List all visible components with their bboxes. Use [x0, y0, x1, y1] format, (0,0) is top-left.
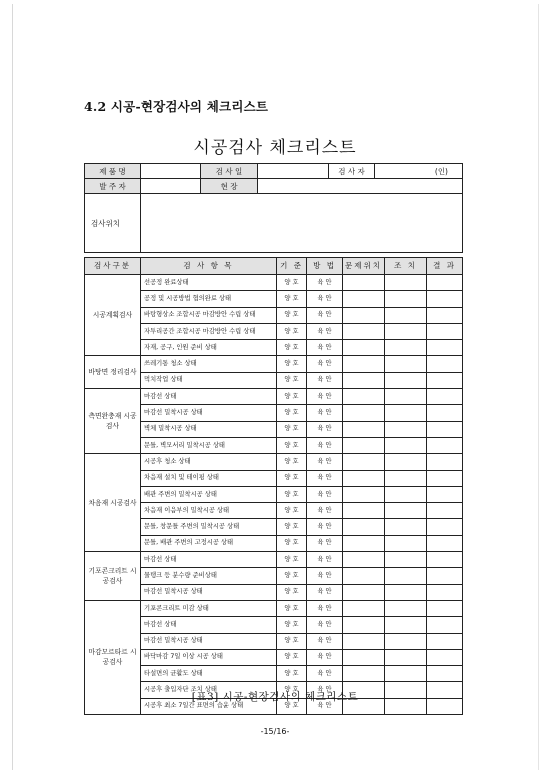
- problem-location-cell[interactable]: [343, 486, 385, 502]
- inspection-item: 차음재 설치 및 테이핑 상태: [141, 470, 277, 486]
- result-cell[interactable]: [427, 503, 463, 519]
- action-cell[interactable]: [385, 568, 427, 584]
- method-cell: 육 안: [307, 291, 343, 307]
- standard-cell: 양 호: [277, 682, 307, 698]
- result-cell[interactable]: [427, 633, 463, 649]
- standard-cell: 양 호: [277, 470, 307, 486]
- method-cell: 육 안: [307, 552, 343, 568]
- result-cell[interactable]: [427, 519, 463, 535]
- checklist-row: [85, 307, 463, 323]
- standard-cell: 양 호: [277, 666, 307, 682]
- standard-cell: 양 호: [277, 340, 307, 356]
- problem-location-cell[interactable]: [343, 600, 385, 616]
- inspection-item: 물탱크 등 분수량 준비상태: [141, 568, 277, 584]
- inspection-location-label: 검사위치: [85, 194, 141, 253]
- result-cell[interactable]: [427, 486, 463, 502]
- result-cell[interactable]: [427, 437, 463, 453]
- method-cell: 육 안: [307, 503, 343, 519]
- document-title: 시공검사 체크리스트: [193, 138, 357, 158]
- result-cell[interactable]: [427, 617, 463, 633]
- method-cell: 육 안: [307, 617, 343, 633]
- method-cell: 육 안: [307, 372, 343, 388]
- method-cell: 육 안: [307, 389, 343, 405]
- problem-location-cell[interactable]: [343, 649, 385, 665]
- inspection-item: 자재, 공구, 인원 준비 상태: [141, 340, 277, 356]
- problem-location-cell[interactable]: [343, 584, 385, 600]
- checklist-row: [85, 275, 463, 291]
- action-cell[interactable]: [385, 633, 427, 649]
- result-cell[interactable]: [427, 323, 463, 339]
- inspection-item: 벽체 밀착시공 상태: [141, 421, 277, 437]
- checklist-row: [85, 454, 463, 470]
- result-cell[interactable]: [427, 649, 463, 665]
- standard-cell: 양 호: [277, 454, 307, 470]
- inspection-item: 공정 및 시공방법 협의완료 상태: [141, 291, 277, 307]
- checklist-row: [85, 291, 463, 307]
- inspection-date-label: 검 사 일: [201, 164, 258, 179]
- checklist-row: [85, 323, 463, 339]
- checklist-row: [85, 356, 463, 372]
- inspection-category: 기포콘크리트 시공검사: [85, 552, 141, 601]
- action-cell[interactable]: [385, 454, 427, 470]
- method-cell: 육 안: [307, 405, 343, 421]
- method-cell: 육 안: [307, 454, 343, 470]
- inspection-item: 바닥마감 7일 이상 시공 상태: [141, 649, 277, 665]
- checklist-table: [84, 257, 463, 715]
- method-cell: 육 안: [307, 633, 343, 649]
- action-cell[interactable]: [385, 519, 427, 535]
- standard-cell: 양 호: [277, 291, 307, 307]
- problem-location-cell[interactable]: [343, 275, 385, 291]
- problem-location-cell[interactable]: [343, 437, 385, 453]
- standard-cell: 양 호: [277, 552, 307, 568]
- page-number: -15/16-: [260, 727, 290, 736]
- standard-cell: 양 호: [277, 649, 307, 665]
- method-cell: 육 안: [307, 584, 343, 600]
- problem-location-cell[interactable]: [343, 307, 385, 323]
- problem-location-cell[interactable]: [343, 323, 385, 339]
- column-header: 방 법: [307, 258, 343, 275]
- inspection-category: 측면완충재 시공검사: [85, 389, 141, 454]
- inspection-item: 마감선 밀착시공 상태: [141, 584, 277, 600]
- checklist-row: [85, 372, 463, 388]
- checklist-row: [85, 340, 463, 356]
- problem-location-cell[interactable]: [343, 519, 385, 535]
- inspection-item: 마감선 상태: [141, 552, 277, 568]
- checklist-row: [85, 649, 463, 665]
- standard-cell: 양 호: [277, 633, 307, 649]
- result-cell[interactable]: [427, 535, 463, 551]
- method-cell: 육 안: [307, 649, 343, 665]
- action-cell[interactable]: [385, 356, 427, 372]
- inspection-item: 기포콘크리트 미감 상태: [141, 600, 277, 616]
- result-cell[interactable]: [427, 470, 463, 486]
- checklist-row: [85, 389, 463, 405]
- checklist-row: [85, 617, 463, 633]
- standard-cell: 양 호: [277, 535, 307, 551]
- problem-location-cell[interactable]: [343, 372, 385, 388]
- standard-cell: 양 호: [277, 503, 307, 519]
- problem-location-cell[interactable]: [343, 535, 385, 551]
- product-name-label: 제 품 명: [85, 164, 141, 179]
- inspection-item: 문틀, 벽모서리 밀착시공 상태: [141, 437, 277, 453]
- action-cell[interactable]: [385, 372, 427, 388]
- inspection-category: 마감모르타르 시공검사: [85, 600, 141, 714]
- result-cell[interactable]: [427, 307, 463, 323]
- product-name-value[interactable]: [141, 164, 201, 179]
- inspection-item: 타설면의 균활도 상태: [141, 666, 277, 682]
- action-cell[interactable]: [385, 307, 427, 323]
- inspection-item: 시공후 출입자단 조치 상태: [141, 682, 277, 698]
- inspector-label: 검 사 자: [329, 164, 375, 179]
- result-cell[interactable]: [427, 340, 463, 356]
- standard-cell: 양 호: [277, 617, 307, 633]
- inspection-item: 문틀, 배관 주변의 고정시공 상태: [141, 535, 277, 551]
- method-cell: 육 안: [307, 486, 343, 502]
- action-cell[interactable]: [385, 666, 427, 682]
- checklist-row: [85, 600, 463, 616]
- action-cell[interactable]: [385, 421, 427, 437]
- column-header: 조 치: [385, 258, 427, 275]
- result-cell[interactable]: [427, 568, 463, 584]
- action-cell[interactable]: [385, 323, 427, 339]
- problem-location-cell[interactable]: [343, 291, 385, 307]
- action-cell[interactable]: [385, 600, 427, 616]
- inspection-item: 차음재 이음부의 밀착시공 상태: [141, 503, 277, 519]
- standard-cell: 양 호: [277, 323, 307, 339]
- column-header: 기 준: [277, 258, 307, 275]
- standard-cell: 양 호: [277, 486, 307, 502]
- method-cell: 육 안: [307, 682, 343, 698]
- result-cell[interactable]: [427, 600, 463, 616]
- inspection-item: 마감선 밀착시공 상태: [141, 633, 277, 649]
- inspection-item: 시공후 최소 7일간 표면의 습윤 상태: [141, 698, 277, 714]
- action-cell[interactable]: [385, 503, 427, 519]
- checklist-row: [85, 666, 463, 682]
- result-cell[interactable]: [427, 291, 463, 307]
- inspection-category: 차음재 시공검사: [85, 454, 141, 552]
- problem-location-cell[interactable]: [343, 617, 385, 633]
- result-cell[interactable]: [427, 552, 463, 568]
- problem-location-cell[interactable]: [343, 633, 385, 649]
- method-cell: 육 안: [307, 600, 343, 616]
- standard-cell: 양 호: [277, 698, 307, 714]
- checklist-row: [85, 421, 463, 437]
- method-cell: 육 안: [307, 340, 343, 356]
- column-header: 문제위치: [343, 258, 385, 275]
- inspection-category: 바탕면 정리검사: [85, 356, 141, 389]
- checklist-row: [85, 633, 463, 649]
- inspection-item: 쓰레기통 청소 상태: [141, 356, 277, 372]
- inspection-item: 시공후 청소 상태: [141, 454, 277, 470]
- action-cell[interactable]: [385, 340, 427, 356]
- problem-location-cell[interactable]: [343, 356, 385, 372]
- result-cell[interactable]: [427, 405, 463, 421]
- method-cell: 육 안: [307, 323, 343, 339]
- problem-location-cell[interactable]: [343, 421, 385, 437]
- standard-cell: 양 호: [277, 421, 307, 437]
- problem-location-cell[interactable]: [343, 470, 385, 486]
- checklist-row: [85, 470, 463, 486]
- problem-location-cell[interactable]: [343, 454, 385, 470]
- checklist-row: [85, 568, 463, 584]
- action-cell[interactable]: [385, 617, 427, 633]
- result-cell[interactable]: [427, 356, 463, 372]
- inspection-category: 시공계획검사: [85, 275, 141, 356]
- checklist-row: [85, 437, 463, 453]
- checklist-row: [85, 486, 463, 502]
- result-cell[interactable]: [427, 454, 463, 470]
- problem-location-cell[interactable]: [343, 666, 385, 682]
- standard-cell: 양 호: [277, 584, 307, 600]
- inspection-item: 바탕형상소 조합시공 마감방안 수립 상태: [141, 307, 277, 323]
- action-cell[interactable]: [385, 275, 427, 291]
- table-caption: [표3] 시공-현장검사의 체크리스트: [191, 691, 359, 703]
- standard-cell: 양 호: [277, 307, 307, 323]
- method-cell: 육 안: [307, 519, 343, 535]
- action-cell[interactable]: [385, 584, 427, 600]
- checklist-row: [85, 584, 463, 600]
- method-cell: 육 안: [307, 275, 343, 291]
- inspection-location-value[interactable]: [141, 194, 463, 253]
- method-cell: 육 안: [307, 535, 343, 551]
- action-cell[interactable]: [385, 535, 427, 551]
- problem-location-cell[interactable]: [343, 340, 385, 356]
- inspection-item: 마감선 상태: [141, 389, 277, 405]
- inspection-item: 먹치작업 상태: [141, 372, 277, 388]
- result-cell[interactable]: [427, 275, 463, 291]
- inspection-item: 문틀, 창문틀 주변의 밀착시공 상태: [141, 519, 277, 535]
- result-cell[interactable]: [427, 372, 463, 388]
- standard-cell: 양 호: [277, 600, 307, 616]
- standard-cell: 양 호: [277, 356, 307, 372]
- inspection-item: 배관 주변의 밀착시공 상태: [141, 486, 277, 502]
- problem-location-cell[interactable]: [343, 503, 385, 519]
- method-cell: 육 안: [307, 698, 343, 714]
- inspection-info-table: [84, 163, 463, 253]
- checklist-row: [85, 535, 463, 551]
- result-cell[interactable]: [427, 666, 463, 682]
- inspection-date-value[interactable]: [258, 164, 329, 179]
- action-cell[interactable]: [385, 405, 427, 421]
- action-cell[interactable]: [385, 552, 427, 568]
- column-header: 결 과: [427, 258, 463, 275]
- action-cell[interactable]: [385, 437, 427, 453]
- client-value[interactable]: [141, 179, 201, 194]
- checklist-header-row: [85, 258, 463, 275]
- inspection-item: 마감선 상태: [141, 617, 277, 633]
- page-edge-right: [538, 4, 539, 770]
- action-cell[interactable]: [385, 291, 427, 307]
- page-edge-left: [12, 4, 13, 770]
- action-cell[interactable]: [385, 486, 427, 502]
- problem-location-cell[interactable]: [343, 405, 385, 421]
- method-cell: 육 안: [307, 568, 343, 584]
- site-value[interactable]: [258, 179, 463, 194]
- checklist-row: [85, 405, 463, 421]
- client-label: 발 주 자: [85, 179, 141, 194]
- checklist-row: [85, 552, 463, 568]
- standard-cell: 양 호: [277, 275, 307, 291]
- method-cell: 육 안: [307, 437, 343, 453]
- section-heading: 4.2 시공-현장검사의 체크리스트: [84, 99, 269, 114]
- standard-cell: 양 호: [277, 437, 307, 453]
- standard-cell: 양 호: [277, 389, 307, 405]
- action-cell[interactable]: [385, 389, 427, 405]
- checklist-row: [85, 519, 463, 535]
- standard-cell: 양 호: [277, 405, 307, 421]
- method-cell: 육 안: [307, 356, 343, 372]
- action-cell[interactable]: [385, 649, 427, 665]
- standard-cell: 양 호: [277, 372, 307, 388]
- column-header: 검사구분: [85, 258, 141, 275]
- method-cell: 육 안: [307, 666, 343, 682]
- standard-cell: 양 호: [277, 568, 307, 584]
- method-cell: 육 안: [307, 470, 343, 486]
- checklist-row: [85, 503, 463, 519]
- problem-location-cell[interactable]: [343, 552, 385, 568]
- method-cell: 육 안: [307, 421, 343, 437]
- inspection-item: 자투리공간 조합시공 마감방안 수립 상태: [141, 323, 277, 339]
- problem-location-cell[interactable]: [343, 389, 385, 405]
- result-cell[interactable]: [427, 389, 463, 405]
- method-cell: 육 안: [307, 307, 343, 323]
- site-label: 현 장: [201, 179, 258, 194]
- problem-location-cell[interactable]: [343, 568, 385, 584]
- inspection-item: 마감선 밀착시공 상태: [141, 405, 277, 421]
- inspector-seal[interactable]: (인): [375, 164, 463, 179]
- result-cell[interactable]: [427, 421, 463, 437]
- result-cell[interactable]: [427, 584, 463, 600]
- column-header: 검 사 항 목: [141, 258, 277, 275]
- action-cell[interactable]: [385, 470, 427, 486]
- inspection-item: 선공정 완료상태: [141, 275, 277, 291]
- standard-cell: 양 호: [277, 519, 307, 535]
